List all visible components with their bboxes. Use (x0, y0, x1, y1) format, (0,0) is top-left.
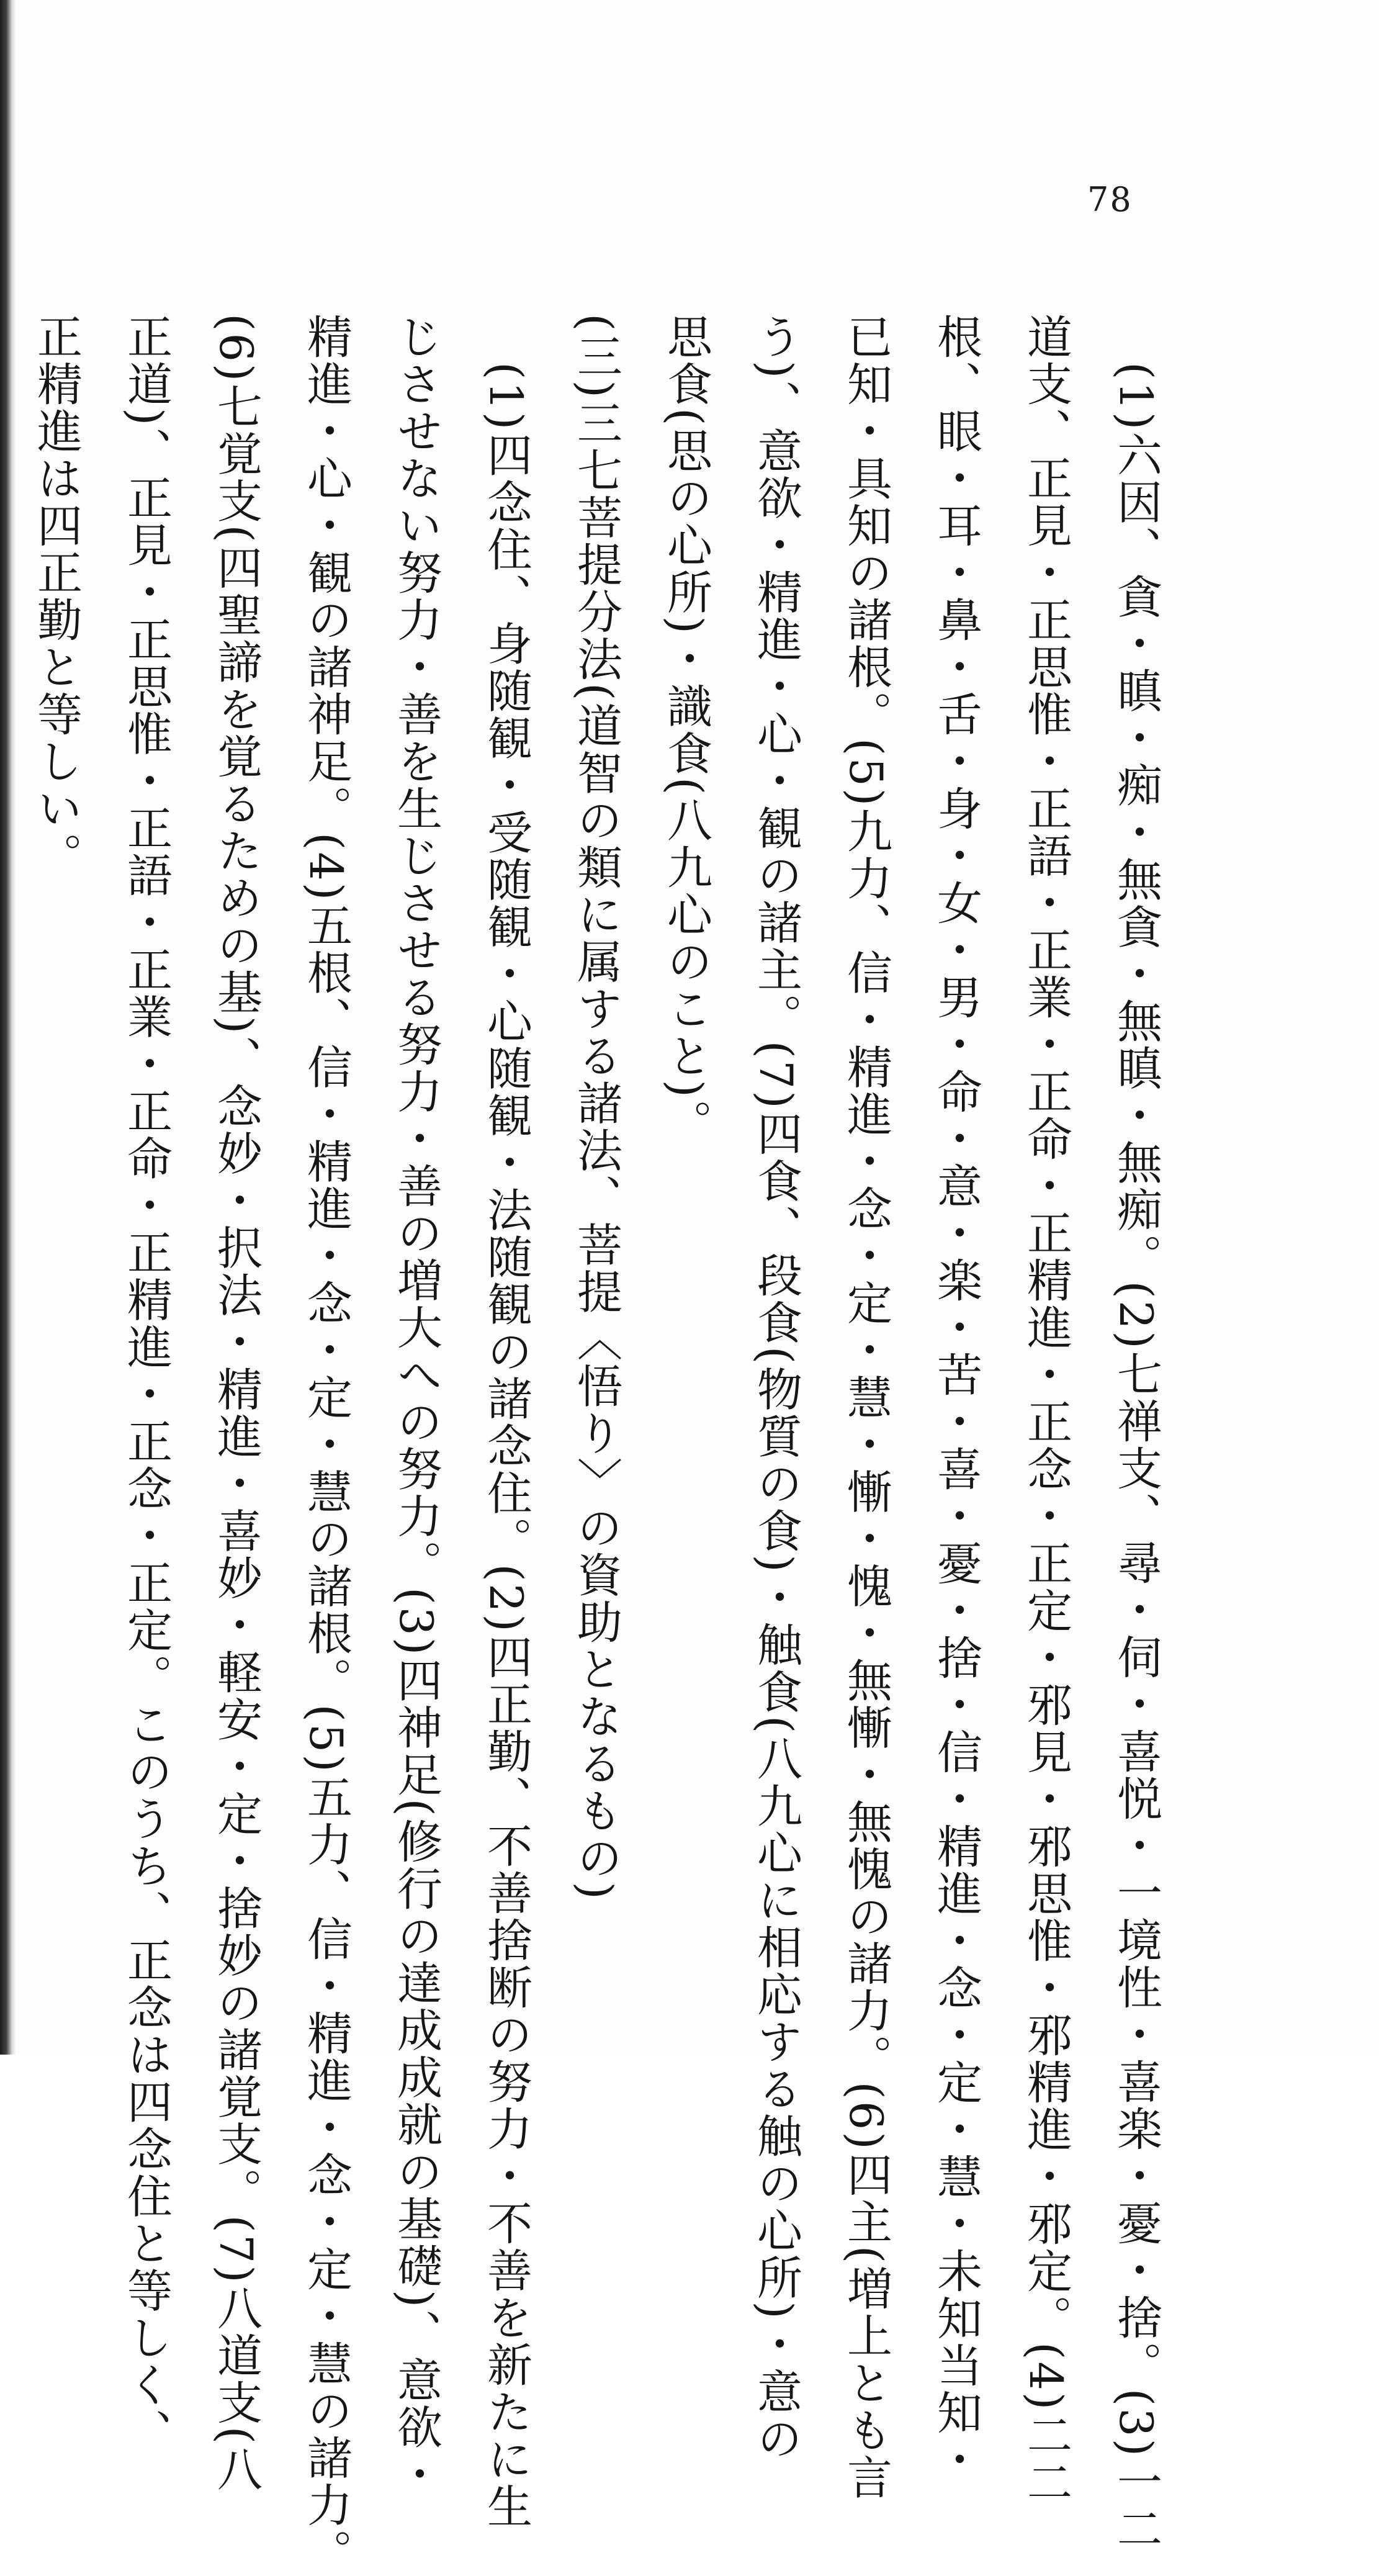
text-line: 思食(思の心所)・識食(八九心のこと)。 (659, 313, 712, 1146)
section-heading: (三)三七菩提分法(道智の類に属する諸法、菩提〈悟り〉の資助となるもの) (569, 313, 622, 1901)
text-line: う)、意欲・精進・心・観の諸主。(7)四食、段食(物質の食)・触食(八九心に相応する触の心所)・意の (749, 313, 802, 2462)
text-line: 根、眼・耳・鼻・舌・身・女・男・命・意・楽・苦・喜・憂・捨・信・精進・念・定・慧・未知当知・ (929, 313, 982, 2484)
section-heading (0, 313, 11, 1965)
text-line: (1)四念住、身随観・受随観・心随観・法随観の諸念住。(2)四正勤、不善捨断の努力・不善を新たに生 (479, 362, 532, 2530)
page-number: 78 (1087, 180, 1133, 219)
text-line: (1)六因、貪・瞋・痴・無貪・無瞋・無痴。(2)七禅支、尋・伺・喜悦・一境性・喜楽・憂・捨。(3)一二 (1109, 362, 1162, 2553)
body-text (0, 313, 1180, 2576)
text-line: 精進・心・観の諸神足。(4)五根、信・精進・念・定・慧の諸根。(5)五力、信・精進・念・定・慧の諸力。 (299, 313, 352, 2576)
text-line: じさせない努力・善を生じさせる努力・善の増大への努力。(3)四神足(修行の達成成就の基礎)、意欲・ (389, 313, 442, 2498)
text-line: (6)七覚支(四聖諦を覚るための基)、念妙・択法・精進・喜妙・軽安・定・捨妙の諸覚支。(7)八道支(八 (209, 313, 262, 2493)
text-line: 正精進は四正勤と等しい。 (29, 313, 82, 880)
text-line: 已知・具知の諸根。(5)九力、信・精進・念・定・慧・慚・愧・無慚・無愧の諸力。(6)四主(増上とも言 (839, 313, 892, 2502)
text-line: 道支、正見・正思惟・正語・正業・正命・正精進・正念・正定・邪見・邪思惟・邪精進・邪定。(4)二二 (1019, 313, 1072, 2506)
text-line: 正道)、正見・正思惟・正語・正業・正命・正精進・正念・正定。このうち、正念は四念住と等しく、 (119, 313, 172, 2456)
